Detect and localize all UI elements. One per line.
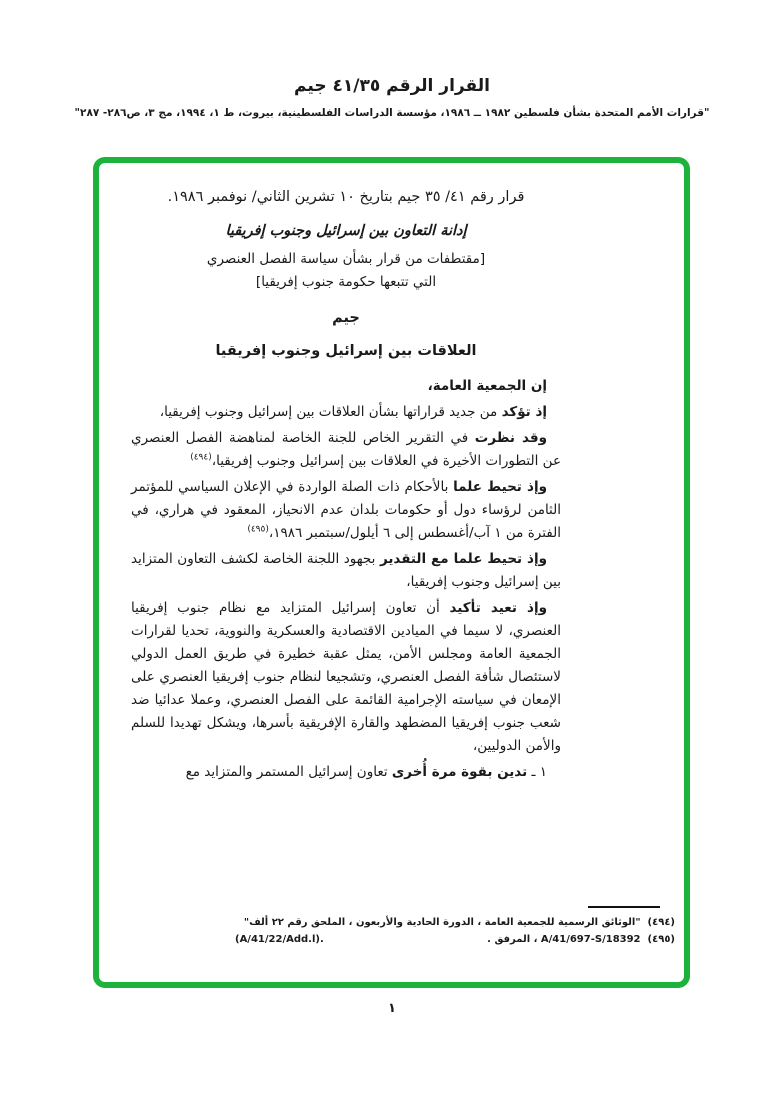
paragraph-number: ١ ـ — [527, 764, 547, 780]
excerpt-note-line2: التي تتبعها حكومة جنوب إفريقيا] — [255, 274, 437, 290]
footnote-495 — [487, 931, 675, 948]
resolution-subject-title: إدانة التعاون بين إسرائيل وجنوب إفريقيا — [225, 223, 467, 239]
paragraph-text: تعاون إسرائيل المستمر والمتزايد مع — [185, 764, 392, 780]
footnote-494-document-symbol: (A/41/22/Add.l). — [235, 934, 324, 945]
footnote-494-text: "الوثائق الرسمية للجمعية العامة ، الدورة الحادية والأربعون ، الملحق رقم ٢٢ ألف" — [243, 917, 641, 928]
paragraph-text: في التقرير الخاص للجنة الخاصة لمناهضة الفصل العنصري عن التطورات الأخيرة في العلاقات بين إسرائيل وجنوب إفريقيا، — [131, 430, 561, 469]
paragraph-lead: وإذ تعيد تأكيد — [449, 600, 547, 616]
footnote-494 — [140, 915, 675, 931]
preamble-paragraph-1 — [131, 401, 561, 424]
page-number: ١ — [388, 1001, 396, 1016]
section-letter: جيم — [332, 310, 360, 326]
document-header — [0, 76, 784, 119]
resolution-number-title: القرار الرقم ٤١/٣٥ جيم — [294, 76, 490, 96]
operative-paragraph-1 — [131, 761, 561, 784]
footnote-divider — [588, 906, 660, 908]
section-title: العلاقات بين إسرائيل وجنوب إفريقيا — [215, 343, 477, 359]
source-citation: "قرارات الأمم المتحدة بشأن فلسطين ١٩٨٢ ــ ١٩٨٦، مؤسسة الدراسات الفلسطينية، بيروت، ط ١، ١٩٩٤، مج ٣، ص٢٨٦- ٢٨٧" — [74, 107, 710, 119]
preamble-paragraph-2 — [131, 427, 561, 473]
paragraph-lead: وإذ تحيط علما — [453, 479, 547, 495]
resolution-body — [99, 163, 684, 982]
resolution-date-line: قرار رقم ٤١/ ٣٥ جيم بتاريخ ١٠ تشرين الثاني/ نوفمبر ١٩٨٦. — [167, 189, 525, 205]
paragraph-text: أن تعاون إسرائيل المتزايد مع نظام جنوب إفريقيا العنصري، لا سيما في الميادين الاقتصادية والعسكرية والنووية، تحديا لقرارات الجمعية العامة ومجلس الأمن، يمثل عقبة خطيرة في طريق العمل الدولي لاستئصال شأفة الفصل العنصري، وتشجيعا لنظام جنوب إفريقيا العنصري على الإمعان في سياسته الإجرامية القائمة على الفصل العنصري، وعملا عدائيا ضد شعب جنوب إفريقيا المضطهد والقارة الإفريقية بأسرها، ويشكل تهديدا للسلم والأمن الدوليين، — [131, 600, 561, 754]
green-border-frame — [93, 157, 690, 988]
footnote-reference-494: (٤٩٤) — [190, 452, 212, 463]
footnotes-second-line — [140, 931, 675, 948]
preamble-paragraph-3 — [131, 476, 561, 545]
excerpt-note-line1: [مقتطفات من قرار بشأن سياسة الفصل العنصري — [206, 251, 486, 267]
footnotes-block — [140, 906, 675, 948]
paragraph-lead: وقد نظرت — [474, 430, 548, 446]
paragraph-text: بالأحكام ذات الصلة الواردة في الإعلان السياسي للمؤتمر الثامن لرؤساء دول أو حكومات بلدان عدم الانحياز، المعقود في هراري، في الفترة من ١ آب/أغسطس إلى ٦ أيلول/سبتمبر ١٩٨٦، — [131, 479, 561, 541]
footnote-495-marker: (٤٩٥) — [647, 934, 675, 945]
paragraph-text: بجهود اللجنة الخاصة لكشف التعاون المتزايد بين إسرائيل وجنوب إفريقيا، — [131, 551, 561, 590]
paragraph-lead: وإذ تحيط علما مع التقدير — [379, 551, 547, 567]
preamble-paragraph-5 — [131, 597, 561, 758]
paragraph-text: من جديد قراراتها بشأن العلاقات بين إسرائيل وجنوب إفريقيا، — [159, 404, 502, 420]
preamble-intro: إن الجمعية العامة، — [427, 378, 547, 394]
paragraph-lead: تدين بقوة مرة أُخرى — [391, 764, 528, 780]
footnote-495-text: A/41/697-S/18392 ، المرفق . — [487, 934, 641, 945]
footnote-reference-495: (٤٩٥) — [247, 524, 269, 535]
preamble-paragraph-4 — [131, 548, 561, 594]
paragraph-lead: إذ تؤكد — [501, 404, 547, 420]
footnote-494-marker: (٤٩٤) — [647, 917, 675, 928]
